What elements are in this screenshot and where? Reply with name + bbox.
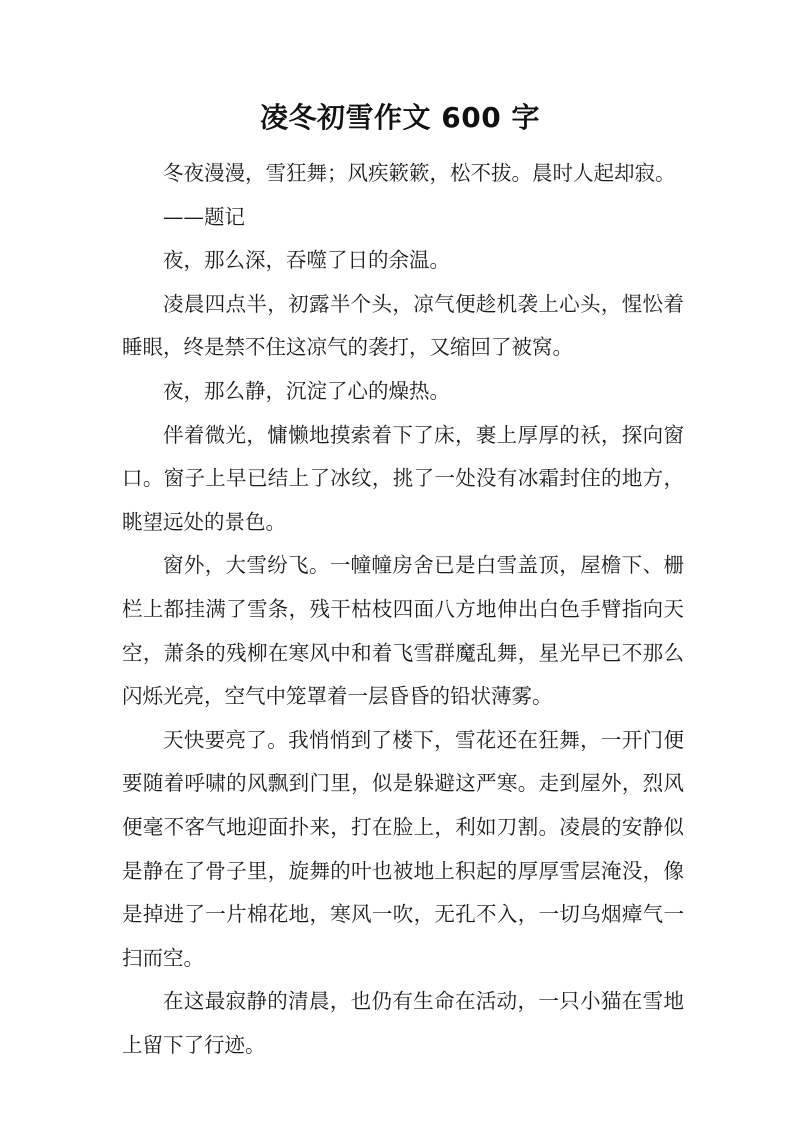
paragraph-6: 伴着微光，慵懒地摸索着下了床，裹上厚厚的袄，探向窗口。窗子上早已结上了冰纹，挑了一处没有冰霜封住的地方，眺望远处的景色。 [122, 422, 684, 534]
paragraph-9: 在这最寂静的清晨，也仍有生命在活动，一只小猫在雪地上留下了行迹。 [122, 989, 684, 1057]
document-body [122, 152, 684, 1067]
paragraph-1: 冬夜漫漫，雪狂舞；风疾簌簌，松不拔。晨时人起却寂。 [163, 161, 676, 185]
paragraph-epigraph-source: ——题记 [163, 204, 245, 229]
paragraph-8: 天快要亮了。我悄悄到了楼下，雪花还在狂舞，一开门便要随着呼啸的风飘到门里，似是躲避这严寒。走到屋外，烈风便毫不客气地迎面扑来，打在脸上，利如刀割。凌晨的安静似是静在了骨子里，旋舞的叶也被地上积起的厚厚雪层淹没，像是掉进了一片棉花地，寒风一吹，无孔不入，一切乌烟瘴气一扫而空。 [122, 727, 684, 970]
document-title: 凌冬初雪作文 600 字 [260, 101, 540, 134]
paragraph-7: 窗外，大雪纷飞。一幢幢房舍已是白雪盖顶，屋檐下、栅栏上都挂满了雪条，残干枯枝四面八方地伸出白色手臂指向天空，萧条的残柳在寒风中和着飞雪群魔乱舞，星光早已不那么闪烁光亮，空气中笼罩着一层昏昏的铅状薄雾。 [122, 553, 684, 709]
paragraph-4: 凌晨四点半，初露半个头，凉气便趁机袭上心头，惺忪着睡眼，终是禁不住这凉气的袭打，又缩回了被窝。 [122, 291, 684, 360]
paragraph-3: 夜，那么深，吞噬了日的余温。 [163, 248, 450, 273]
paragraph-5: 夜，那么静，沉淀了心的燥热。 [163, 378, 450, 403]
